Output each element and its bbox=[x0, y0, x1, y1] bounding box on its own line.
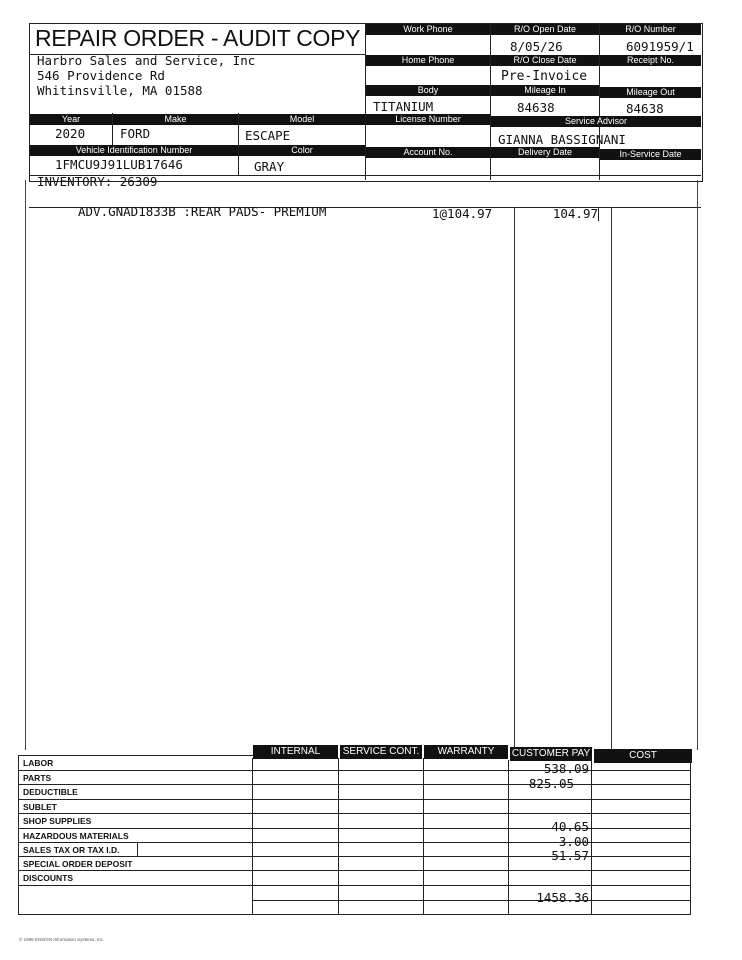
model-label: Model bbox=[239, 114, 365, 125]
totals-row-label: HAZARDOUS MATERIALS bbox=[23, 831, 129, 841]
service-advisor-value: GIANNA BASSIGNANI bbox=[498, 132, 626, 147]
totals-row-label: SHOP SUPPLIES bbox=[23, 816, 92, 826]
dealer-street: 546 Providence Rd bbox=[37, 68, 165, 83]
dealer-city: Whitinsville, MA 01588 bbox=[37, 83, 203, 98]
vin-value: 1FMCU9J91LUB17646 bbox=[55, 157, 183, 172]
totals-row-customer-pay: 538.09 bbox=[543, 761, 589, 776]
dealer-name: Harbro Sales and Service, Inc bbox=[37, 53, 256, 68]
color-value: GRAY bbox=[254, 159, 285, 174]
totals-row-customer-pay: 825.05 bbox=[528, 776, 574, 791]
ro-number-value: 6091959/1 bbox=[626, 39, 694, 54]
totals-row-label: LABOR bbox=[23, 758, 54, 768]
totals-header-service-cont: SERVICE CONT. bbox=[340, 745, 422, 759]
ro-close-date-label: R/O Close Date bbox=[491, 55, 599, 66]
make-value: FORD bbox=[120, 126, 151, 141]
line-item-description: ADV.GNAD1833B :REAR PADS- PREMIUM bbox=[78, 204, 327, 219]
delivery-date-label: Delivery Date bbox=[491, 147, 599, 158]
license-number-label: License Number bbox=[366, 114, 490, 125]
year-label: Year bbox=[30, 114, 112, 125]
home-phone-label: Home Phone bbox=[366, 55, 490, 66]
totals-header-cost: COST bbox=[594, 749, 692, 763]
totals-row-label: SUBLET bbox=[23, 802, 57, 812]
totals-row-label: DEDUCTIBLE bbox=[23, 787, 78, 797]
make-label: Make bbox=[113, 114, 238, 125]
totals-row-customer-pay: 40.65 bbox=[551, 819, 589, 834]
line-item-qty-price: 1@104.97 bbox=[432, 206, 493, 221]
totals-row-customer-pay: 51.57 bbox=[551, 848, 589, 863]
totals-row-label: DISCOUNTS bbox=[23, 873, 74, 883]
mileage-in-label: Mileage In bbox=[491, 85, 599, 96]
totals-header-internal: INTERNAL bbox=[253, 745, 338, 759]
totals-row-label: PARTS bbox=[23, 773, 52, 783]
document-title: REPAIR ORDER - AUDIT COPY bbox=[35, 25, 361, 51]
ro-open-date-label: R/O Open Date bbox=[491, 24, 599, 35]
color-label: Color bbox=[239, 145, 365, 156]
ro-number-label: R/O Number bbox=[600, 24, 701, 35]
mileage-out-value: 84638 bbox=[626, 101, 664, 116]
receipt-no-label: Receipt No. bbox=[600, 55, 701, 66]
ro-open-date-value: 8/05/26 bbox=[510, 39, 563, 54]
mileage-out-label: Mileage Out bbox=[600, 87, 701, 98]
totals-row-label: SALES TAX OR TAX I.D. bbox=[23, 845, 120, 855]
grand-total: 1458.36 bbox=[536, 890, 589, 905]
footer-note: © 1998 ENSIGN Information Systems, Inc. bbox=[19, 937, 105, 942]
body-label: Body bbox=[366, 85, 490, 96]
model-value: ESCAPE bbox=[245, 128, 291, 143]
ro-close-date-value: Pre-Invoice bbox=[501, 69, 588, 84]
inventory-line: INVENTORY: 26309 bbox=[37, 174, 158, 189]
account-no-label: Account No. bbox=[366, 147, 490, 158]
totals-header-customer-pay: CUSTOMER PAY bbox=[511, 748, 591, 759]
totals-header-warranty: WARRANTY bbox=[424, 745, 508, 759]
service-advisor-label: Service Advisor bbox=[491, 116, 701, 127]
body-value: TITANIUM bbox=[373, 99, 434, 114]
mileage-in-value: 84638 bbox=[517, 100, 555, 115]
vin-label: Vehicle Identification Number bbox=[30, 145, 238, 156]
totals-row-label: SPECIAL ORDER DEPOSIT bbox=[23, 859, 133, 869]
work-phone-label: Work Phone bbox=[366, 24, 490, 35]
line-item-amount: 104.97 bbox=[552, 206, 598, 221]
year-value: 2020 bbox=[55, 126, 86, 141]
totals-row-customer-pay: 3.00 bbox=[558, 834, 589, 849]
in-service-date-label: In-Service Date bbox=[600, 149, 701, 160]
